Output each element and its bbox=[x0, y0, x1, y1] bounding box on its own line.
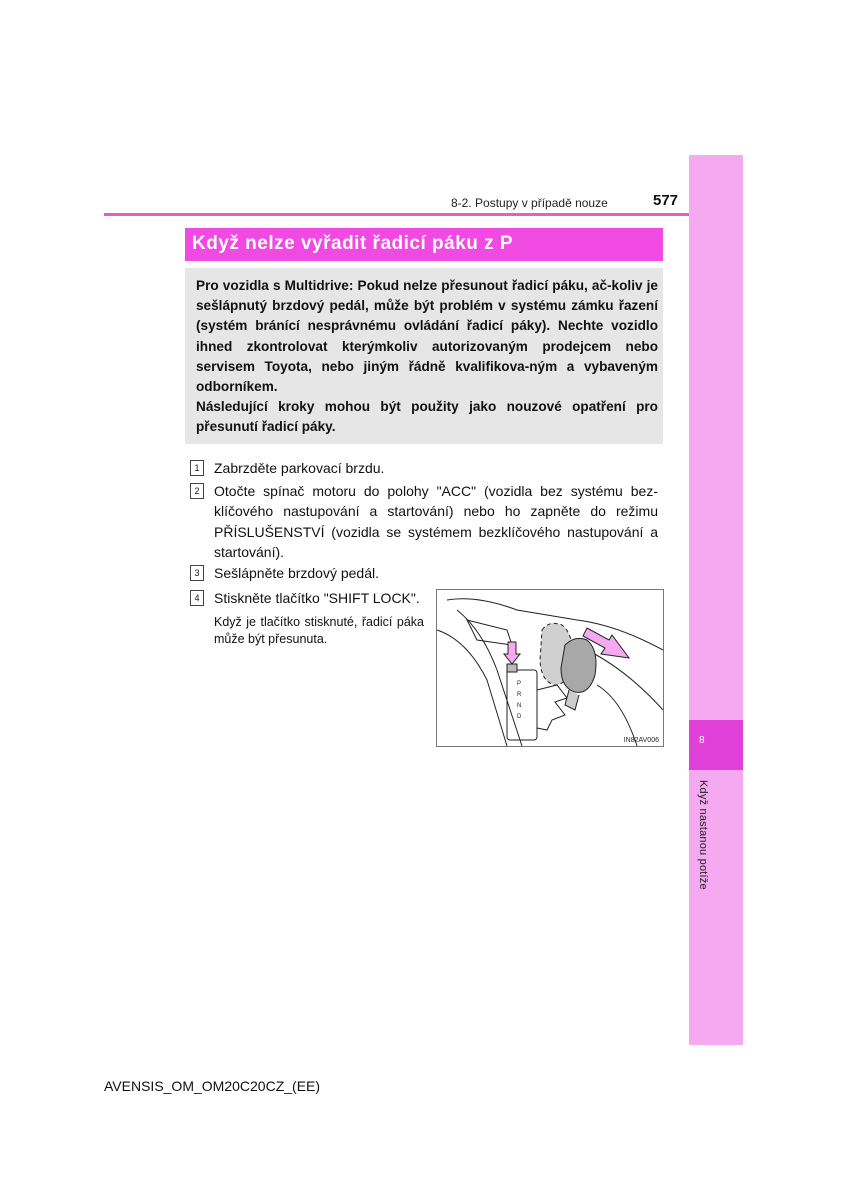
note-paragraph-2: Následující kroky mohou být použity jako nouzové opatření pro přesunutí řadicí páky. bbox=[196, 399, 658, 435]
step-number: 2 bbox=[190, 483, 204, 499]
step-text: Stiskněte tlačítko "SHIFT LOCK". bbox=[214, 590, 420, 606]
step-4-note: Když je tlačítko stisknuté, řadicí páka může být přesunuta. bbox=[214, 615, 424, 646]
note-paragraph-1: Pro vozidla s Multidrive: Pokud nelze přesunout řadicí páku, ač-koliv je sešlápnutý brzdový pedál, může být problém v systému zámku řazení (systém bránící nesprávnému ovládání řadicí páky). Nechte vozidlo ihned zkontrolovat kterýmkoliv autorizovaným prodejcem nebo servisem Toyota, nebo jiným řádně kvalifikova-ným a vybaveným odborníkem. bbox=[196, 278, 658, 395]
header-section-title: 8-2. Postupy v případě nouze bbox=[451, 196, 608, 210]
note-text bbox=[196, 276, 658, 438]
chapter-side-tab bbox=[689, 155, 743, 1045]
chapter-number: 8 bbox=[699, 735, 705, 746]
step-text: Otočte spínač motoru do polohy "ACC" (vozidla bez systému bez-klíčového nastupování a startování) nebo ho zapněte do režimu PŘÍSLUŠENSTVÍ (vozidla se systémem bezklíčového nastupování a startování). bbox=[214, 483, 658, 561]
footer-document-id: AVENSIS_OM_OM20C20CZ_(EE) bbox=[104, 1078, 321, 1094]
header-divider bbox=[104, 213, 689, 216]
shift-lock-illustration bbox=[436, 589, 664, 747]
chapter-title: Když nastanou potíže bbox=[697, 780, 709, 890]
step-text: Sešlápněte brzdový pedál. bbox=[214, 565, 379, 581]
page-number: 577 bbox=[653, 192, 679, 209]
section-title-bar bbox=[185, 228, 663, 261]
step-number: 4 bbox=[190, 590, 204, 606]
step-number: 1 bbox=[190, 460, 204, 476]
svg-text:D: D bbox=[517, 714, 522, 720]
svg-text:N: N bbox=[517, 703, 522, 709]
chapter-side-tab-marker bbox=[689, 720, 743, 770]
step-number: 3 bbox=[190, 565, 204, 581]
shift-lever-drawing bbox=[437, 590, 663, 746]
note-box bbox=[185, 268, 663, 444]
step-text: Zabrzděte parkovací brzdu. bbox=[214, 460, 385, 476]
figure-code: IN82AV006 bbox=[623, 737, 659, 744]
section-title: Když nelze vyřadit řadicí páku z P bbox=[192, 233, 514, 254]
svg-text:P: P bbox=[517, 681, 522, 687]
svg-text:R: R bbox=[517, 692, 522, 698]
